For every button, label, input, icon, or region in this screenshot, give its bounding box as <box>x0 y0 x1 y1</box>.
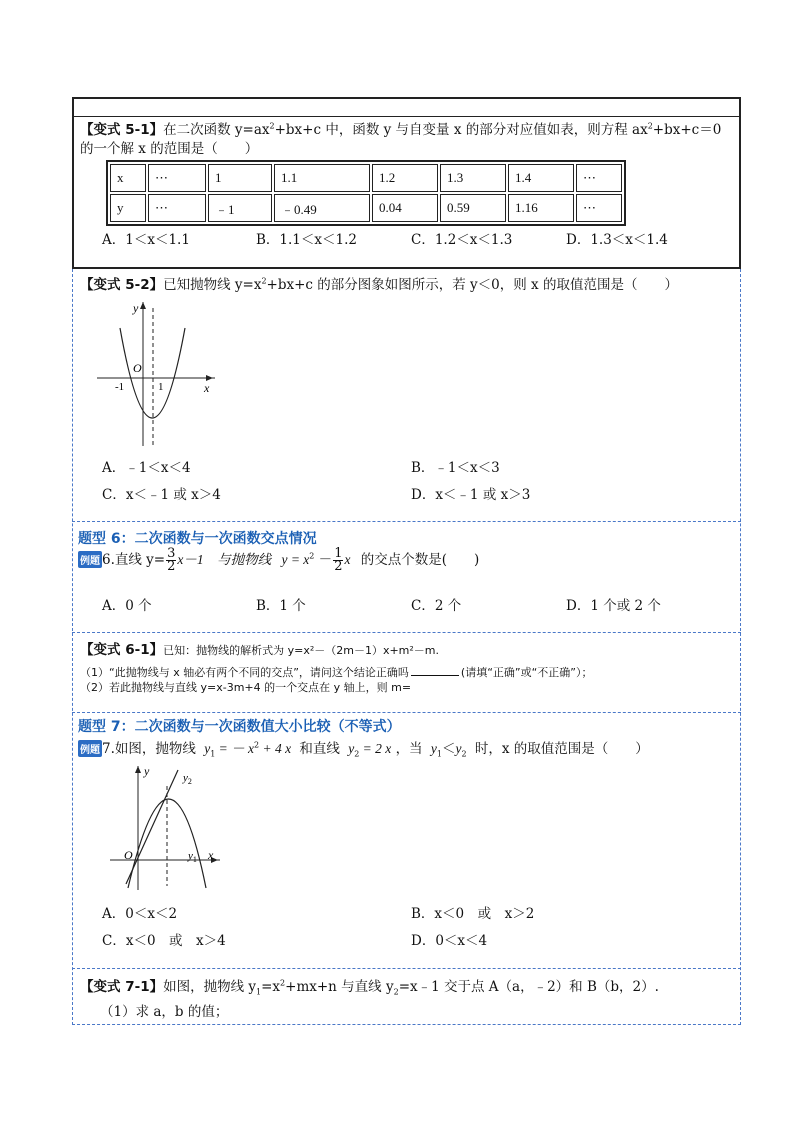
option-b: B．﹣1＜x＜3 <box>411 460 500 476</box>
label-letter: y <box>188 850 193 862</box>
text: +bx+c 中，函数 y 与自变量 x 的部分对应值如表，则方程 ax <box>274 122 648 138</box>
option-b: B．x＜0 或 x＞2 <box>411 906 535 922</box>
fraction <box>333 548 343 573</box>
text: 6.直线 y= <box>102 552 166 568</box>
table-cell: 1.1 <box>274 164 370 192</box>
text: － <box>314 552 333 568</box>
table-cell: 1.3 <box>440 164 506 192</box>
option-a: A．0 个 <box>102 598 152 614</box>
table-cell: 1.2 <box>372 164 438 192</box>
text: +bx+c 的部分图象如图所示，若 y＜0，则 x 的取值范围是（ ） <box>266 277 678 293</box>
curve-label-y2 <box>182 772 192 786</box>
label-letter: y <box>183 772 188 784</box>
example-badge: 例题 <box>78 740 102 757</box>
option-a: A．﹣1＜x＜4 <box>102 460 191 476</box>
variant-tag: 【变式 6-1】 <box>80 642 164 658</box>
text: 7.如图，抛物线 <box>102 741 196 757</box>
subscript: 1 <box>436 749 442 759</box>
subscript: 2 <box>393 987 399 997</box>
subscript: 1 <box>210 749 216 759</box>
variant-5-1-line1 <box>80 118 721 138</box>
subscript: 2 <box>354 749 360 759</box>
text: 时，x 的取值范围是（ ） <box>474 741 649 757</box>
example-7-text <box>78 737 649 759</box>
tick-label: -1 <box>115 381 125 393</box>
label-subscript: 1 <box>192 855 197 864</box>
option-c: C．2 个 <box>411 598 462 614</box>
text: y = x <box>281 552 310 567</box>
subscript: 2 <box>461 749 467 759</box>
denominator: 2 <box>334 559 343 574</box>
superscript: 2 <box>647 121 653 131</box>
variant-tag: 【变式 5-1】 <box>80 122 164 138</box>
x-label: x <box>204 381 210 395</box>
text: = 2 x <box>359 741 392 756</box>
option-d: D．1 个或 2 个 <box>566 598 661 614</box>
option-c: C．x＜0 或 x＞4 <box>102 933 226 949</box>
parabola-line-graph-7 <box>108 762 223 892</box>
text: 的交点个数是( ) <box>360 552 480 568</box>
table-cell: 0.04 <box>372 194 438 222</box>
table-row <box>110 194 622 222</box>
text: y <box>455 741 462 756</box>
variant-5-1-line2: 的一个解 x 的范围是（ ） <box>80 141 259 157</box>
fraction <box>166 548 176 573</box>
y-axis-arrow <box>135 766 141 773</box>
text: x <box>344 552 351 567</box>
variant-tag: 【变式 5-2】 <box>80 277 164 293</box>
variant-7-1-line1 <box>80 975 659 997</box>
table-cell: ⋯ <box>148 164 206 192</box>
example-badge: 例题 <box>78 551 102 568</box>
text: 已知：抛物线的解析式为 y=x²－（2m－1）x+m²－m. <box>163 644 440 657</box>
text: x－1 与抛物线 <box>177 552 272 567</box>
numerator: 1 <box>334 546 343 561</box>
value-table <box>106 160 626 226</box>
y-label: y <box>133 301 139 315</box>
variant-5-2-text <box>80 273 678 293</box>
section-divider <box>72 968 741 969</box>
superscript: 2 <box>280 978 286 988</box>
variant-7-1-line2: （1）求 a，b 的值； <box>100 1004 229 1020</box>
superscript: 2 <box>254 740 260 750</box>
variant-6-1-line1 <box>80 638 439 658</box>
text: (请填“正确”或“不正确”）； <box>460 666 593 679</box>
origin-label: O <box>133 361 142 375</box>
denominator: 2 <box>167 559 176 574</box>
option-a: A．1＜x＜1.1 <box>102 232 190 248</box>
table-cell: ﹣1 <box>208 194 272 222</box>
tick-label: 1 <box>158 381 164 393</box>
table-cell: 1.16 <box>508 194 574 222</box>
numerator: 3 <box>167 546 176 561</box>
variant-6-1-line3: （2）若此抛物线与直线 y=x-3m+4 的一个交点在 y 轴上，则 m= <box>80 681 412 694</box>
section-divider <box>72 712 741 713</box>
section-heading-7: 题型 7：二次函数与一次函数值大小比较（不等式） <box>78 719 401 735</box>
superscript: 2 <box>261 276 267 286</box>
text: +bx+c＝0 <box>652 122 722 138</box>
table-cell: ﹣0.49 <box>274 194 370 222</box>
label-subscript: 2 <box>187 777 192 786</box>
text: + 4 x <box>259 741 292 756</box>
x-label: x <box>208 848 214 862</box>
section-heading-6: 题型 6：二次函数与一次函数交点情况 <box>78 531 317 547</box>
variant-tag: 【变式 7-1】 <box>80 979 164 995</box>
text: （1）“此抛物线与 x 轴必有两个不同的交点”，请问这个结论正确吗 <box>80 666 409 679</box>
text: =x﹣1 交于点 A（a，﹣2）和 B（b，2）. <box>398 979 659 995</box>
section-divider <box>72 521 741 522</box>
option-b: B．1 个 <box>256 598 306 614</box>
origin-label: O <box>124 848 133 862</box>
text: 和直线 <box>299 741 340 757</box>
table-cell: x <box>110 164 146 192</box>
text: =x <box>261 979 281 995</box>
table-cell: 1 <box>208 164 272 192</box>
text: 已知抛物线 y=x <box>163 277 262 293</box>
text: y <box>430 741 437 756</box>
table-row <box>110 164 622 192</box>
text: +mx+n 与直线 y <box>285 979 394 995</box>
option-b: B．1.1＜x＜1.2 <box>256 232 357 248</box>
text: 在二次函数 y=ax <box>163 122 270 138</box>
option-d: D．1.3＜x＜1.4 <box>566 232 668 248</box>
table-cell: 1.4 <box>508 164 574 192</box>
parabola-graph-5-2 <box>95 298 220 448</box>
table-cell: 0.59 <box>440 194 506 222</box>
line-y2 <box>126 770 178 884</box>
superscript: 2 <box>309 551 315 561</box>
option-c: C．1.2＜x＜1.3 <box>411 232 513 248</box>
y-label: y <box>144 764 150 778</box>
text: y <box>204 741 211 756</box>
example-6-text <box>78 548 479 573</box>
table-cell: ⋯ <box>576 194 622 222</box>
subscript: 1 <box>256 987 262 997</box>
text: 如图，抛物线 y <box>163 979 257 995</box>
table-cell: ⋯ <box>576 164 622 192</box>
text: y <box>348 741 355 756</box>
table-cell: y <box>110 194 146 222</box>
option-a: A．0＜x＜2 <box>102 906 178 922</box>
y-axis-arrow <box>140 302 146 309</box>
text: ，当 <box>395 741 423 757</box>
superscript: 2 <box>269 121 275 131</box>
section-divider <box>72 1024 741 1025</box>
option-d: D．x＜﹣1 或 x＞3 <box>411 487 531 503</box>
text: ＜ <box>441 741 456 757</box>
section-divider <box>72 632 741 633</box>
table-cell: ⋯ <box>148 194 206 222</box>
option-d: D．0＜x＜4 <box>411 933 488 949</box>
option-c: C．x＜﹣1 或 x＞4 <box>102 487 221 503</box>
curve-label-y1 <box>187 850 197 864</box>
box-top-rule <box>74 116 739 117</box>
text: = － x <box>215 741 255 756</box>
answer-blank[interactable] <box>411 665 459 676</box>
variant-6-1-line2 <box>80 664 593 680</box>
